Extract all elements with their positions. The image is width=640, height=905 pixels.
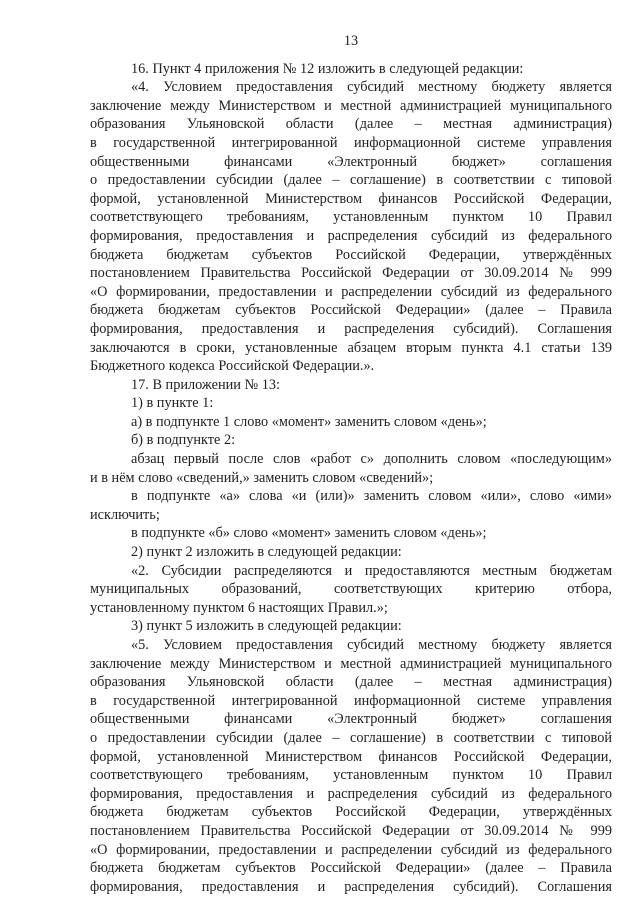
text-line: в государственной интегрированной информационной системе управления [90, 692, 612, 709]
text-line: заключаются в сроки, установленные абзацем вторым пункта 4.1 статьи 139 [90, 339, 612, 356]
text-line: формирования, предоставления и распределения субсидий из федерального [90, 227, 612, 244]
text-line: 17. В приложении № 13: [131, 376, 280, 393]
paragraph [90, 524, 612, 543]
text-line: «О формировании, предоставлении и распределении субсидий из федерального [90, 283, 612, 300]
text-line: «4. Условием предоставления субсидий местному бюджету является [131, 79, 612, 96]
text-line: бюджета бюджетам субъектов Российской Федерации» (далее – Правила [90, 302, 612, 319]
text-line: в подпункте «а» слова «и (или)» заменить словом «или», слово «ими» [131, 488, 612, 505]
paragraph [90, 394, 612, 413]
text-line: 2) пункт 2 изложить в следующей редакции: [131, 544, 402, 561]
text-line: формой, установленной Министерством финансов Российской Федерации, [90, 748, 612, 765]
text-line: соответствующего требованиям, установленным пунктом 10 Правил [90, 767, 612, 784]
paragraph [90, 450, 612, 487]
text-line: бюджета бюджетам субъектов Российской Федерации, утверждённых [90, 804, 612, 821]
text-line: формирования, предоставления и распределения субсидий из федерального [90, 785, 612, 802]
paragraph [90, 617, 612, 636]
paragraph [90, 431, 612, 450]
text-line: образования Ульяновской области (далее – местная администрация) [90, 674, 612, 691]
text-line: установленному пунктом 6 настоящих Правил.»; [90, 599, 388, 616]
text-line: а) в подпункте 1 слово «момент» заменить словом «день»; [131, 413, 487, 430]
text-line: Бюджетного кодекса Российской Федерации.». [90, 358, 375, 375]
paragraph [90, 78, 612, 376]
paragraph [90, 636, 612, 896]
text-line: о предоставлении субсидии (далее – соглашение) в соответствии с типовой [90, 729, 612, 746]
text-line: «О формировании, предоставлении и распределении субсидий из федерального [90, 841, 612, 858]
text-line: «5. Условием предоставления субсидий местному бюджету является [131, 637, 612, 653]
paragraph [90, 376, 612, 395]
text-line: о предоставлении субсидии (далее – соглашение) в соответствии с типовой [90, 172, 612, 189]
text-line: соответствующего требованиям, установленным пунктом 10 Правил [90, 209, 612, 226]
text-line: общественными финансами «Электронный бюджет» соглашения [90, 711, 612, 728]
text-line: муниципальных образований, соответствующих критерию отбора, [90, 581, 612, 598]
text-line: в государственной интегрированной информационной системе управления [90, 134, 612, 151]
text-line: образования Ульяновской области (далее – местная администрация) [90, 116, 612, 133]
text-line: постановлением Правительства Российской Федерации от 30.09.2014 № 999 [90, 822, 612, 839]
text-line: и в нём слово «сведений,» заменить словом «сведений»; [90, 469, 434, 486]
paragraph [90, 487, 612, 524]
paragraph [90, 413, 612, 432]
text-line: абзац первый после слов «работ с» дополнить словом «последующим» [131, 451, 612, 468]
text-line: 16. Пункт 4 приложения № 12 изложить в следующей редакции: [131, 60, 524, 77]
text-line: 3) пункт 5 изложить в следующей редакции: [131, 618, 402, 635]
text-line: бюджета бюджетам субъектов Российской Федерации» (далее – Правила [90, 860, 612, 877]
text-line: исключить; [90, 506, 160, 523]
text-line: формирования, предоставления и распределения субсидий). Соглашения [90, 320, 612, 337]
text-line: 1) в пункте 1: [131, 395, 214, 412]
paragraph [90, 60, 612, 79]
text-line: в подпункте «б» слово «момент» заменить словом «день»; [131, 525, 487, 542]
text-line: б) в подпункте 2: [131, 432, 236, 449]
page-number: 13 [343, 33, 359, 49]
text-line: бюджета бюджетам субъектов Российской Федерации, утверждённых [90, 246, 612, 263]
paragraph [90, 543, 612, 562]
text-line: формирования, предоставления и распределения субсидий). Соглашения [90, 878, 612, 895]
text-line: общественными финансами «Электронный бюджет» соглашения [90, 153, 612, 170]
text-line: заключение между Министерством и местной администрацией муниципального [90, 655, 612, 672]
document-body [90, 60, 612, 897]
paragraph [90, 562, 612, 618]
text-line: «2. Субсидии распределяются и предоставляются местным бюджетам [131, 562, 612, 579]
text-line: постановлением Правительства Российской Федерации от 30.09.2014 № 999 [90, 265, 612, 282]
text-line: заключение между Министерством и местной администрацией муниципального [90, 97, 612, 114]
text-line: формой, установленной Министерством финансов Российской Федерации, [90, 190, 612, 207]
